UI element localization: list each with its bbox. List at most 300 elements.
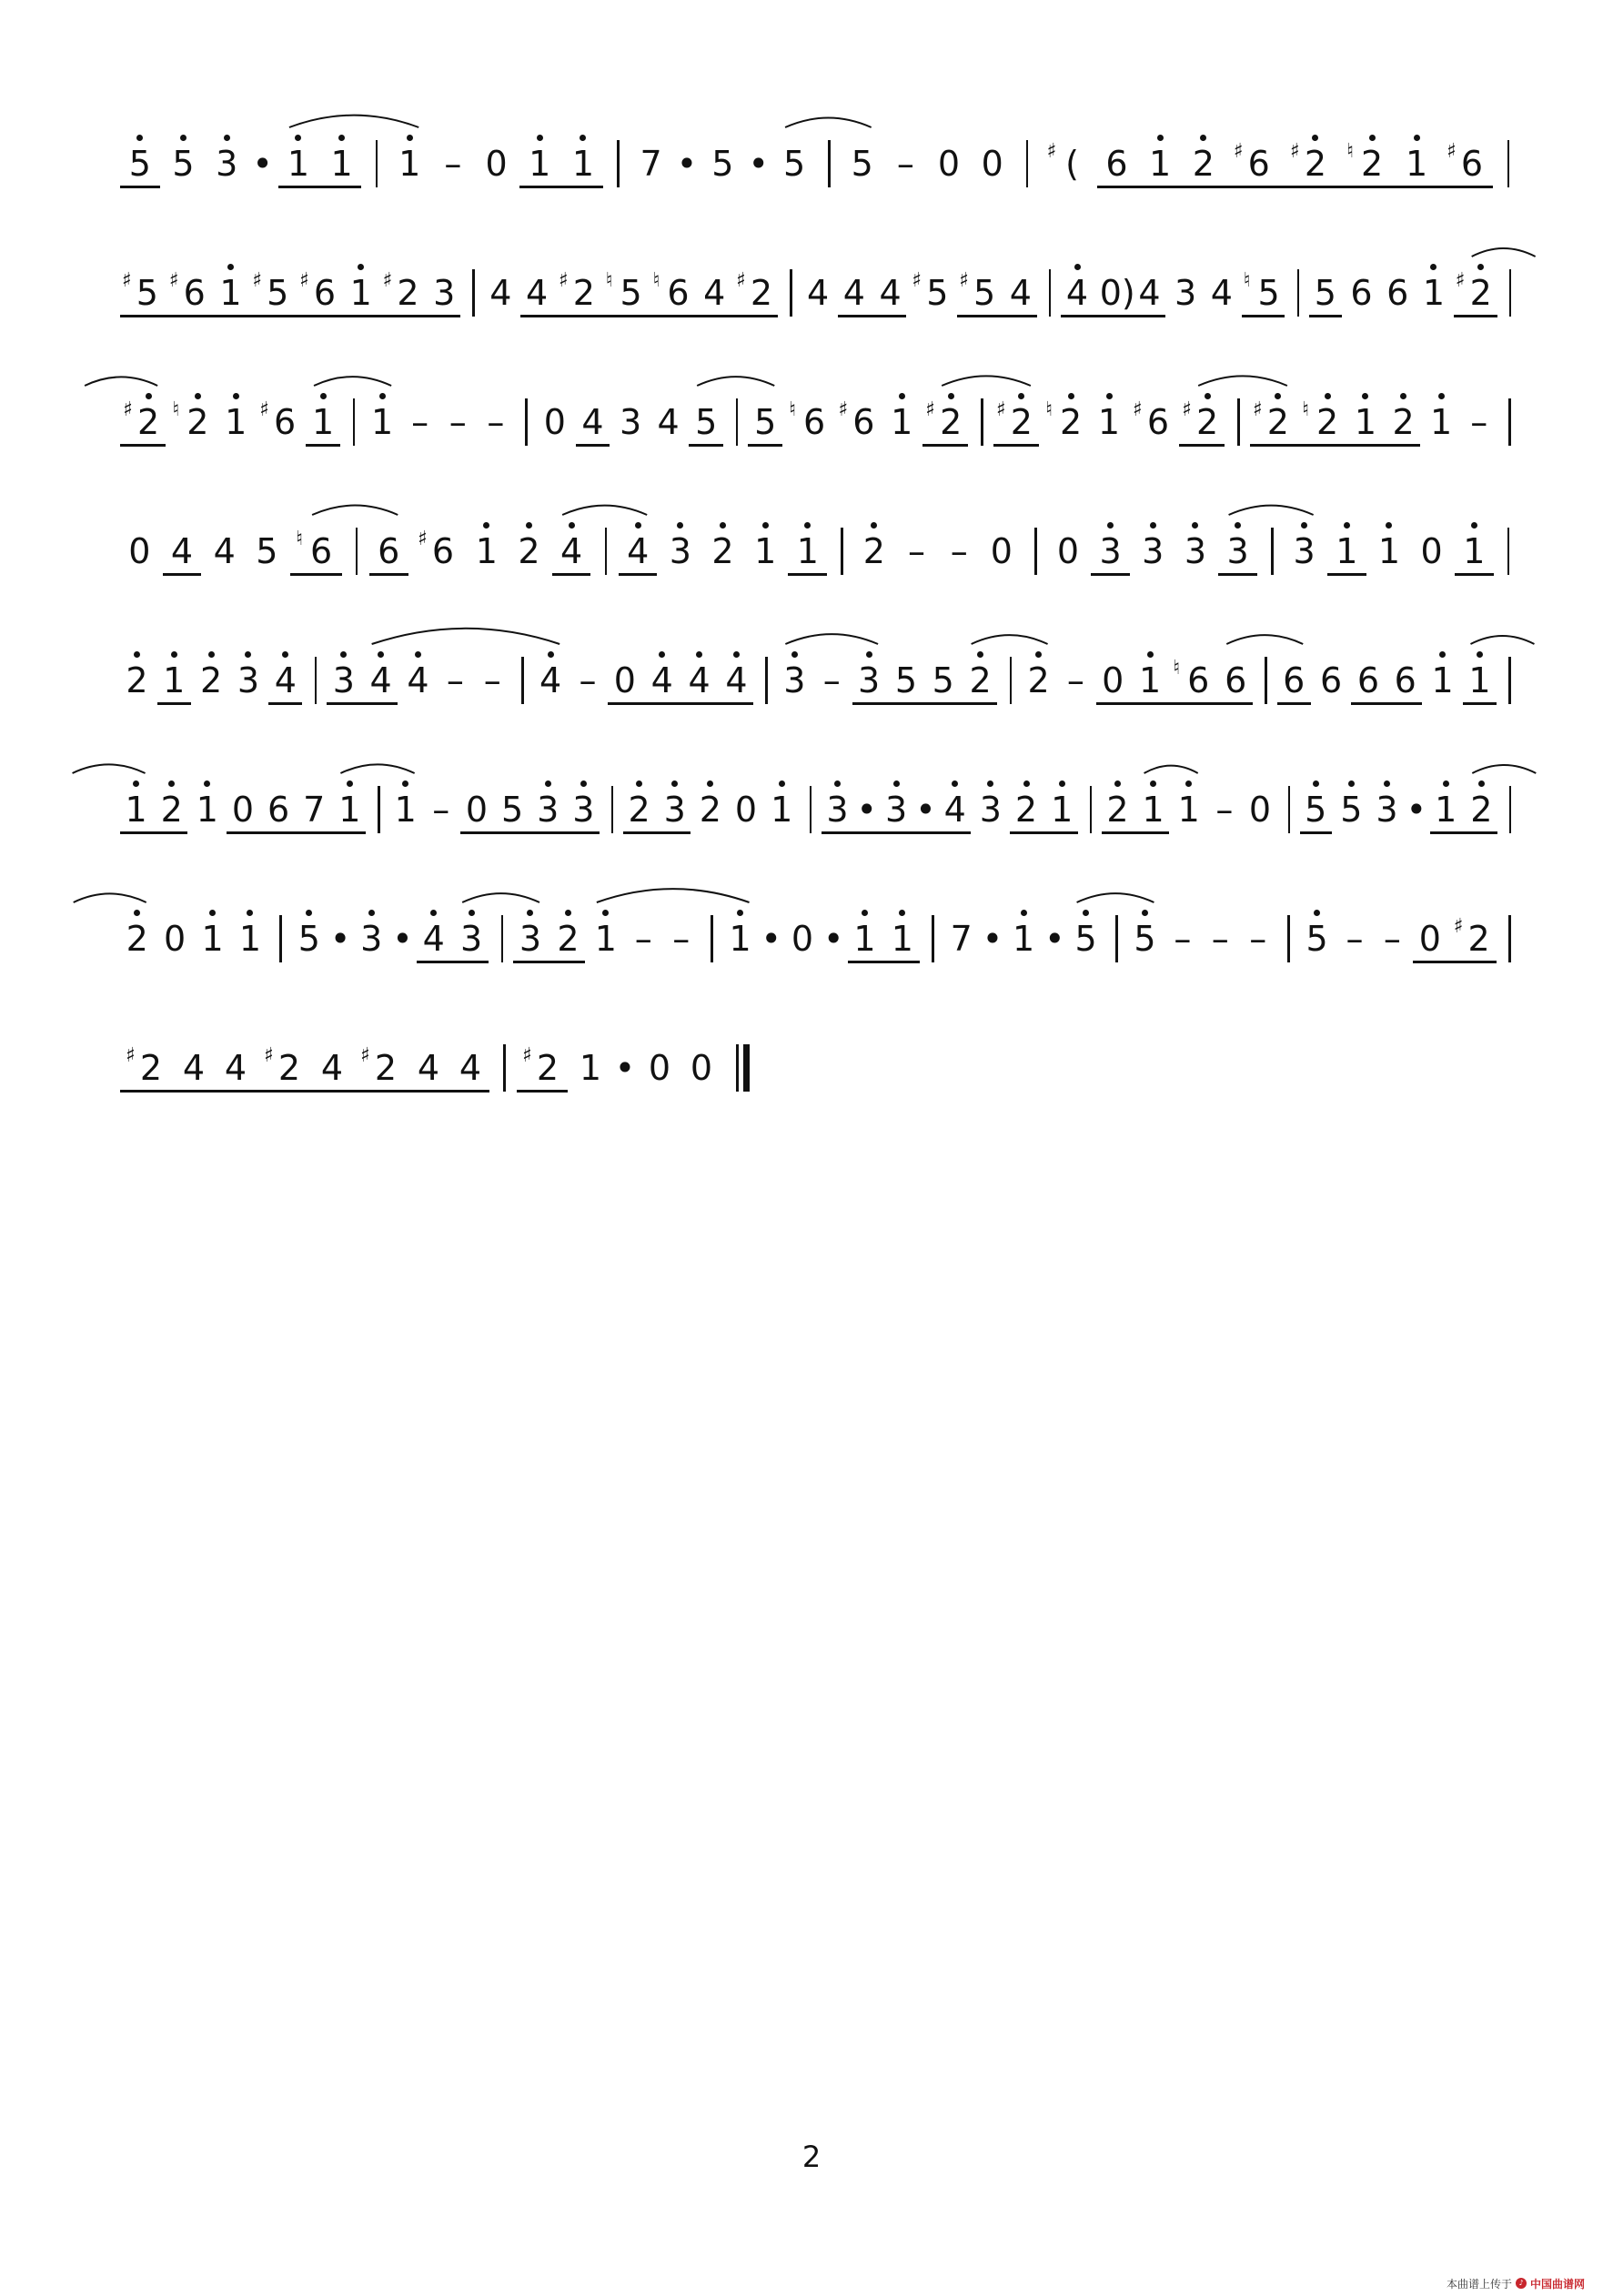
note: 6 [267, 790, 290, 830]
note: 5 [782, 144, 806, 184]
tie-slur [289, 116, 418, 127]
note: 1 [891, 402, 913, 442]
sharp-sign: ♯ [418, 528, 428, 550]
high-octave-dot [368, 910, 375, 916]
score-line-5 [118, 626, 1519, 762]
beam-underline [120, 1090, 489, 1093]
high-octave-dot [1325, 393, 1331, 399]
note: 1 [1051, 790, 1074, 830]
beam-underline [922, 444, 968, 447]
note: 0 [734, 790, 758, 830]
note: 2 [200, 660, 223, 700]
note: 2 [374, 1048, 398, 1088]
beam-underline [520, 315, 778, 317]
sharp-sign: ♯ [838, 398, 849, 421]
tie-slur [340, 764, 414, 773]
natural-sign: ♮ [1045, 398, 1053, 421]
note: 4 [879, 273, 902, 313]
dash-extension: – [411, 402, 429, 442]
note: 0 [990, 531, 1013, 571]
beam-underline [619, 573, 658, 576]
note: ( [1065, 144, 1079, 184]
barline [611, 786, 614, 833]
beam-underline [268, 702, 302, 705]
note: 2 [699, 790, 721, 830]
note: 1 [796, 531, 819, 571]
note: 2 [1060, 402, 1083, 442]
high-octave-dot [1074, 264, 1081, 270]
note: 1 [238, 919, 262, 959]
augmentation-dot: • [1406, 790, 1427, 830]
note: 3 [237, 660, 260, 700]
beam-underline [608, 702, 752, 705]
sharp-sign: ♯ [259, 398, 269, 421]
note: 2 [1316, 402, 1339, 442]
note: 4 [1065, 273, 1089, 313]
note: 1 [225, 402, 247, 442]
note: 4 [688, 660, 711, 700]
note: 6 [1283, 660, 1305, 700]
note: 6 [1319, 660, 1343, 700]
barline [1090, 786, 1093, 833]
high-octave-dot [1205, 393, 1211, 399]
note: 4 [627, 531, 650, 571]
note: 2 [1027, 660, 1050, 700]
barline [1049, 269, 1052, 317]
barline [932, 915, 934, 962]
note: 3 [360, 919, 383, 959]
note: 3 [519, 919, 542, 959]
beam-underline [1179, 444, 1225, 447]
natural-sign: ♮ [789, 398, 797, 421]
sharp-sign: ♯ [1453, 915, 1464, 938]
barline [1508, 915, 1511, 962]
high-octave-dot [720, 522, 726, 529]
note: 3 [1376, 790, 1398, 830]
high-octave-dot [233, 393, 239, 399]
note: 3 [619, 402, 642, 442]
note: 1 [1336, 531, 1358, 571]
note: 6 [1105, 144, 1128, 184]
note: 3 [783, 660, 806, 700]
barline [1508, 657, 1511, 704]
beam-underline [957, 315, 1037, 317]
barline [736, 1044, 739, 1092]
barline [841, 528, 843, 575]
note: 4 [539, 660, 562, 700]
beam-underline [623, 831, 691, 834]
beam-underline [120, 831, 187, 834]
note: 1 [729, 919, 751, 959]
beam-underline [278, 186, 361, 188]
augmentation-dot: • [856, 790, 877, 830]
high-octave-dot [1150, 780, 1156, 787]
barline [765, 657, 768, 704]
upload-text: 本曲谱上传于 [1447, 2277, 1513, 2291]
note: 2 [139, 1048, 163, 1088]
sharp-sign: ♯ [1252, 398, 1263, 421]
high-octave-dot [1142, 910, 1148, 916]
note: 3 [332, 660, 355, 700]
note: 0 [1102, 660, 1124, 700]
high-octave-dot [862, 910, 868, 916]
high-octave-dot [224, 135, 230, 141]
sharp-sign: ♯ [298, 269, 309, 292]
beam-underline [748, 444, 782, 447]
beam-underline [1463, 702, 1497, 705]
beam-underline [1430, 831, 1497, 834]
final-barline [743, 1044, 750, 1092]
dash-extension: – [483, 660, 501, 700]
natural-sign: ♮ [172, 398, 180, 421]
note: 0 [1418, 919, 1441, 959]
note: 2 [137, 402, 160, 442]
high-octave-dot [1157, 135, 1164, 141]
note: 4 [703, 273, 726, 313]
high-octave-dot [545, 780, 551, 787]
note: 2 [750, 273, 773, 313]
beam-underline [1300, 831, 1332, 834]
beam-underline [1277, 702, 1311, 705]
note: 4 [560, 531, 583, 571]
beam-underline [1351, 702, 1422, 705]
note: 1 [475, 531, 498, 571]
high-octave-dot [209, 910, 216, 916]
note: 5 [932, 660, 954, 700]
beam-underline [1454, 315, 1497, 317]
dash-extension: – [822, 660, 841, 700]
natural-sign: ♮ [1173, 657, 1181, 680]
sharp-sign: ♯ [912, 269, 922, 292]
sharp-sign: ♯ [1182, 398, 1192, 421]
note: 2 [969, 660, 992, 700]
augmentation-dot: • [822, 919, 844, 959]
sharp-sign: ♯ [123, 398, 133, 421]
high-octave-dot [1348, 780, 1355, 787]
augmentation-dot: • [761, 919, 781, 959]
note: 3 [1174, 273, 1197, 313]
note: 4 [657, 402, 680, 442]
dash-extension: – [896, 144, 914, 184]
note: 2 [1467, 919, 1490, 959]
sharp-sign: ♯ [1455, 269, 1466, 292]
note: 2 [536, 1048, 559, 1088]
note: 6 [431, 531, 455, 571]
score-line-1 [118, 109, 1519, 246]
tie-slur [74, 893, 146, 902]
note: 2 [160, 790, 183, 830]
note: 2 [557, 919, 580, 959]
sharp-sign: ♯ [252, 269, 262, 292]
barline [736, 398, 739, 446]
note: 1 [579, 1048, 602, 1088]
high-octave-dot [171, 651, 177, 658]
barline [605, 528, 608, 575]
note: 1 [1430, 402, 1453, 442]
high-octave-dot [1106, 393, 1113, 399]
note: 0 [231, 790, 255, 830]
augmentation-dot: • [1044, 919, 1065, 959]
note: 0 [543, 402, 566, 442]
dash-extension: – [672, 919, 691, 959]
high-octave-dot [379, 393, 386, 399]
dash-extension: – [1249, 919, 1267, 959]
high-octave-dot [1059, 780, 1065, 787]
beam-underline [120, 444, 166, 447]
score-line-7 [118, 884, 1519, 1021]
sharp-sign: ♯ [382, 269, 393, 292]
high-octave-dot [1443, 780, 1449, 787]
note: 6 [852, 402, 875, 442]
beam-underline [993, 444, 1039, 447]
beam-underline [1010, 831, 1077, 834]
note: 2 [1469, 273, 1492, 313]
note: 1 [1142, 790, 1164, 830]
note: 3 [663, 790, 686, 830]
barline [1287, 915, 1290, 962]
dash-extension: – [1066, 660, 1084, 700]
high-octave-dot [134, 651, 140, 658]
note: 1 [219, 273, 242, 313]
beam-underline [838, 315, 906, 317]
dash-extension: – [1174, 919, 1192, 959]
augmentation-dot: • [982, 919, 1003, 959]
note: 1 [1139, 660, 1162, 700]
note: 6 [1225, 660, 1247, 700]
note: 5 [1314, 273, 1336, 313]
beam-underline [120, 186, 160, 188]
high-octave-dot [737, 910, 743, 916]
natural-sign: ♮ [652, 269, 660, 292]
beam-underline [1250, 444, 1421, 447]
note: 6 [1460, 144, 1484, 184]
barline [617, 140, 620, 187]
high-octave-dot [1438, 393, 1445, 399]
note: 0 [1420, 531, 1443, 571]
note: 0 [485, 144, 508, 184]
tie-slur [372, 629, 560, 644]
barline [1509, 786, 1512, 833]
high-octave-dot [1313, 780, 1319, 787]
augmentation-dot: • [614, 1048, 636, 1088]
barline [378, 786, 380, 833]
note: 1 [330, 144, 353, 184]
high-octave-dot [208, 651, 215, 658]
sharp-sign: ♯ [1132, 398, 1143, 421]
note: 1 [1405, 144, 1428, 184]
note: 5 [973, 273, 996, 313]
note: 5 [894, 660, 917, 700]
note: 5 [620, 273, 642, 313]
note: 0 [164, 919, 186, 959]
beam-underline [822, 831, 971, 834]
note: 6 [1187, 660, 1210, 700]
barline [353, 398, 356, 446]
note: 0 [128, 531, 151, 571]
note: 6 [310, 531, 333, 571]
high-octave-dot [469, 910, 475, 916]
beam-underline [369, 573, 408, 576]
natural-sign: ♮ [605, 269, 613, 292]
note: 2 [1304, 144, 1327, 184]
beam-underline [120, 315, 460, 317]
tie-slur [1472, 248, 1536, 257]
dash-extension: – [1346, 919, 1364, 959]
note: 0 [937, 144, 961, 184]
note: 4 [422, 919, 445, 959]
barline [1237, 398, 1240, 446]
barline [1026, 140, 1029, 187]
tie-slur [597, 889, 750, 902]
beam-underline [1218, 573, 1257, 576]
sharp-sign: ♯ [126, 1044, 136, 1067]
barline [790, 269, 792, 317]
note: 5 [754, 402, 777, 442]
barline [521, 657, 524, 704]
high-octave-dot [762, 522, 769, 529]
note: 6 [803, 402, 826, 442]
site-logo-icon: ♪ [1516, 2278, 1527, 2289]
beam-underline [1097, 186, 1493, 188]
tie-slur [462, 893, 539, 902]
barline [503, 1044, 506, 1092]
note: 3 [433, 273, 456, 313]
note: 1 [1431, 660, 1454, 700]
tie-slur [1229, 506, 1314, 515]
barline [315, 657, 318, 704]
barline [501, 915, 504, 962]
note: 0 [981, 144, 1003, 184]
score-line-2 [118, 238, 1519, 375]
note: 6 [1394, 660, 1416, 700]
high-octave-dot [1477, 651, 1483, 658]
natural-sign: ♮ [296, 528, 303, 550]
note: 4 [182, 1048, 206, 1088]
tie-slur [785, 634, 878, 644]
note: 4 [1210, 273, 1233, 313]
sharp-sign: ♯ [1046, 140, 1057, 163]
high-octave-dot [635, 522, 641, 529]
note: 3 [1184, 531, 1206, 571]
beam-underline [417, 961, 489, 963]
note: 1 [125, 790, 147, 830]
barline [1297, 269, 1300, 317]
note: 3 [216, 144, 238, 184]
dash-extension: – [1470, 402, 1488, 442]
score-line-6 [118, 755, 1519, 891]
note: 4 [581, 402, 604, 442]
high-octave-dot [1400, 393, 1406, 399]
barline [1010, 657, 1013, 704]
sharp-sign: ♯ [1446, 140, 1457, 163]
note: 6 [1356, 660, 1379, 700]
note: 4 [526, 273, 549, 313]
natural-sign: ♮ [1302, 398, 1309, 421]
augmentation-dot: • [915, 790, 936, 830]
beam-underline [513, 961, 585, 963]
high-octave-dot [227, 264, 234, 270]
high-octave-dot [791, 651, 798, 658]
note: 3 [460, 919, 483, 959]
barline [376, 140, 378, 187]
note: 2 [1470, 790, 1493, 830]
high-octave-dot [180, 135, 186, 141]
note: 0 [613, 660, 636, 700]
high-octave-dot [1478, 780, 1485, 787]
note: 1 [349, 273, 372, 313]
note: 3 [979, 790, 1002, 830]
note: 5 [267, 273, 289, 313]
beam-underline [517, 1090, 568, 1093]
note: 3 [572, 790, 595, 830]
note: 4 [407, 660, 429, 700]
note: 1 [338, 790, 361, 830]
note: 2 [1014, 790, 1038, 830]
note: 0 [690, 1048, 713, 1088]
note: 4 [320, 1048, 344, 1088]
high-octave-dot [1021, 910, 1027, 916]
tie-slur [85, 377, 157, 386]
note: 1 [594, 919, 617, 959]
note: 5 [500, 790, 524, 830]
high-octave-dot [195, 393, 201, 399]
barline [525, 398, 528, 446]
note: 5 [1134, 919, 1156, 959]
beam-underline [1327, 573, 1366, 576]
sharp-sign: ♯ [168, 269, 179, 292]
tie-slur [697, 377, 774, 386]
note: 1 [771, 790, 793, 830]
note: 1 [1377, 531, 1401, 571]
barline [711, 915, 713, 962]
score-line-8 [118, 1013, 1519, 1150]
high-octave-dot [1150, 522, 1156, 529]
note: 2 [1266, 402, 1289, 442]
high-octave-dot [526, 522, 532, 529]
footer-credit [1447, 2274, 1619, 2292]
tie-slur [1226, 635, 1303, 644]
high-octave-dot [834, 780, 841, 787]
dash-extension: – [444, 144, 462, 184]
barline [981, 398, 983, 446]
score-line-4 [118, 497, 1519, 633]
note: 1 [891, 919, 913, 959]
note: 3 [857, 660, 881, 700]
note: 1 [1149, 144, 1172, 184]
note: 6 [183, 273, 206, 313]
note: 5 [136, 273, 158, 313]
high-octave-dot [1471, 522, 1477, 529]
dash-extension: – [446, 660, 464, 700]
barline [1034, 528, 1037, 575]
note: 1 [163, 660, 186, 700]
tie-slur [1144, 766, 1198, 773]
high-octave-dot [537, 135, 543, 141]
beam-underline [227, 831, 366, 834]
note: 3 [537, 790, 559, 830]
score-line-3 [118, 368, 1519, 504]
note: 3 [1226, 531, 1249, 571]
dash-extension: – [487, 402, 505, 442]
note: 1 [1463, 531, 1486, 571]
note: 4 [725, 660, 748, 700]
beam-underline [552, 573, 591, 576]
note: 4 [170, 531, 194, 571]
barline [472, 269, 475, 317]
note: 1 [1097, 402, 1121, 442]
sharp-sign: ♯ [1233, 140, 1244, 163]
note: 1 [754, 531, 777, 571]
